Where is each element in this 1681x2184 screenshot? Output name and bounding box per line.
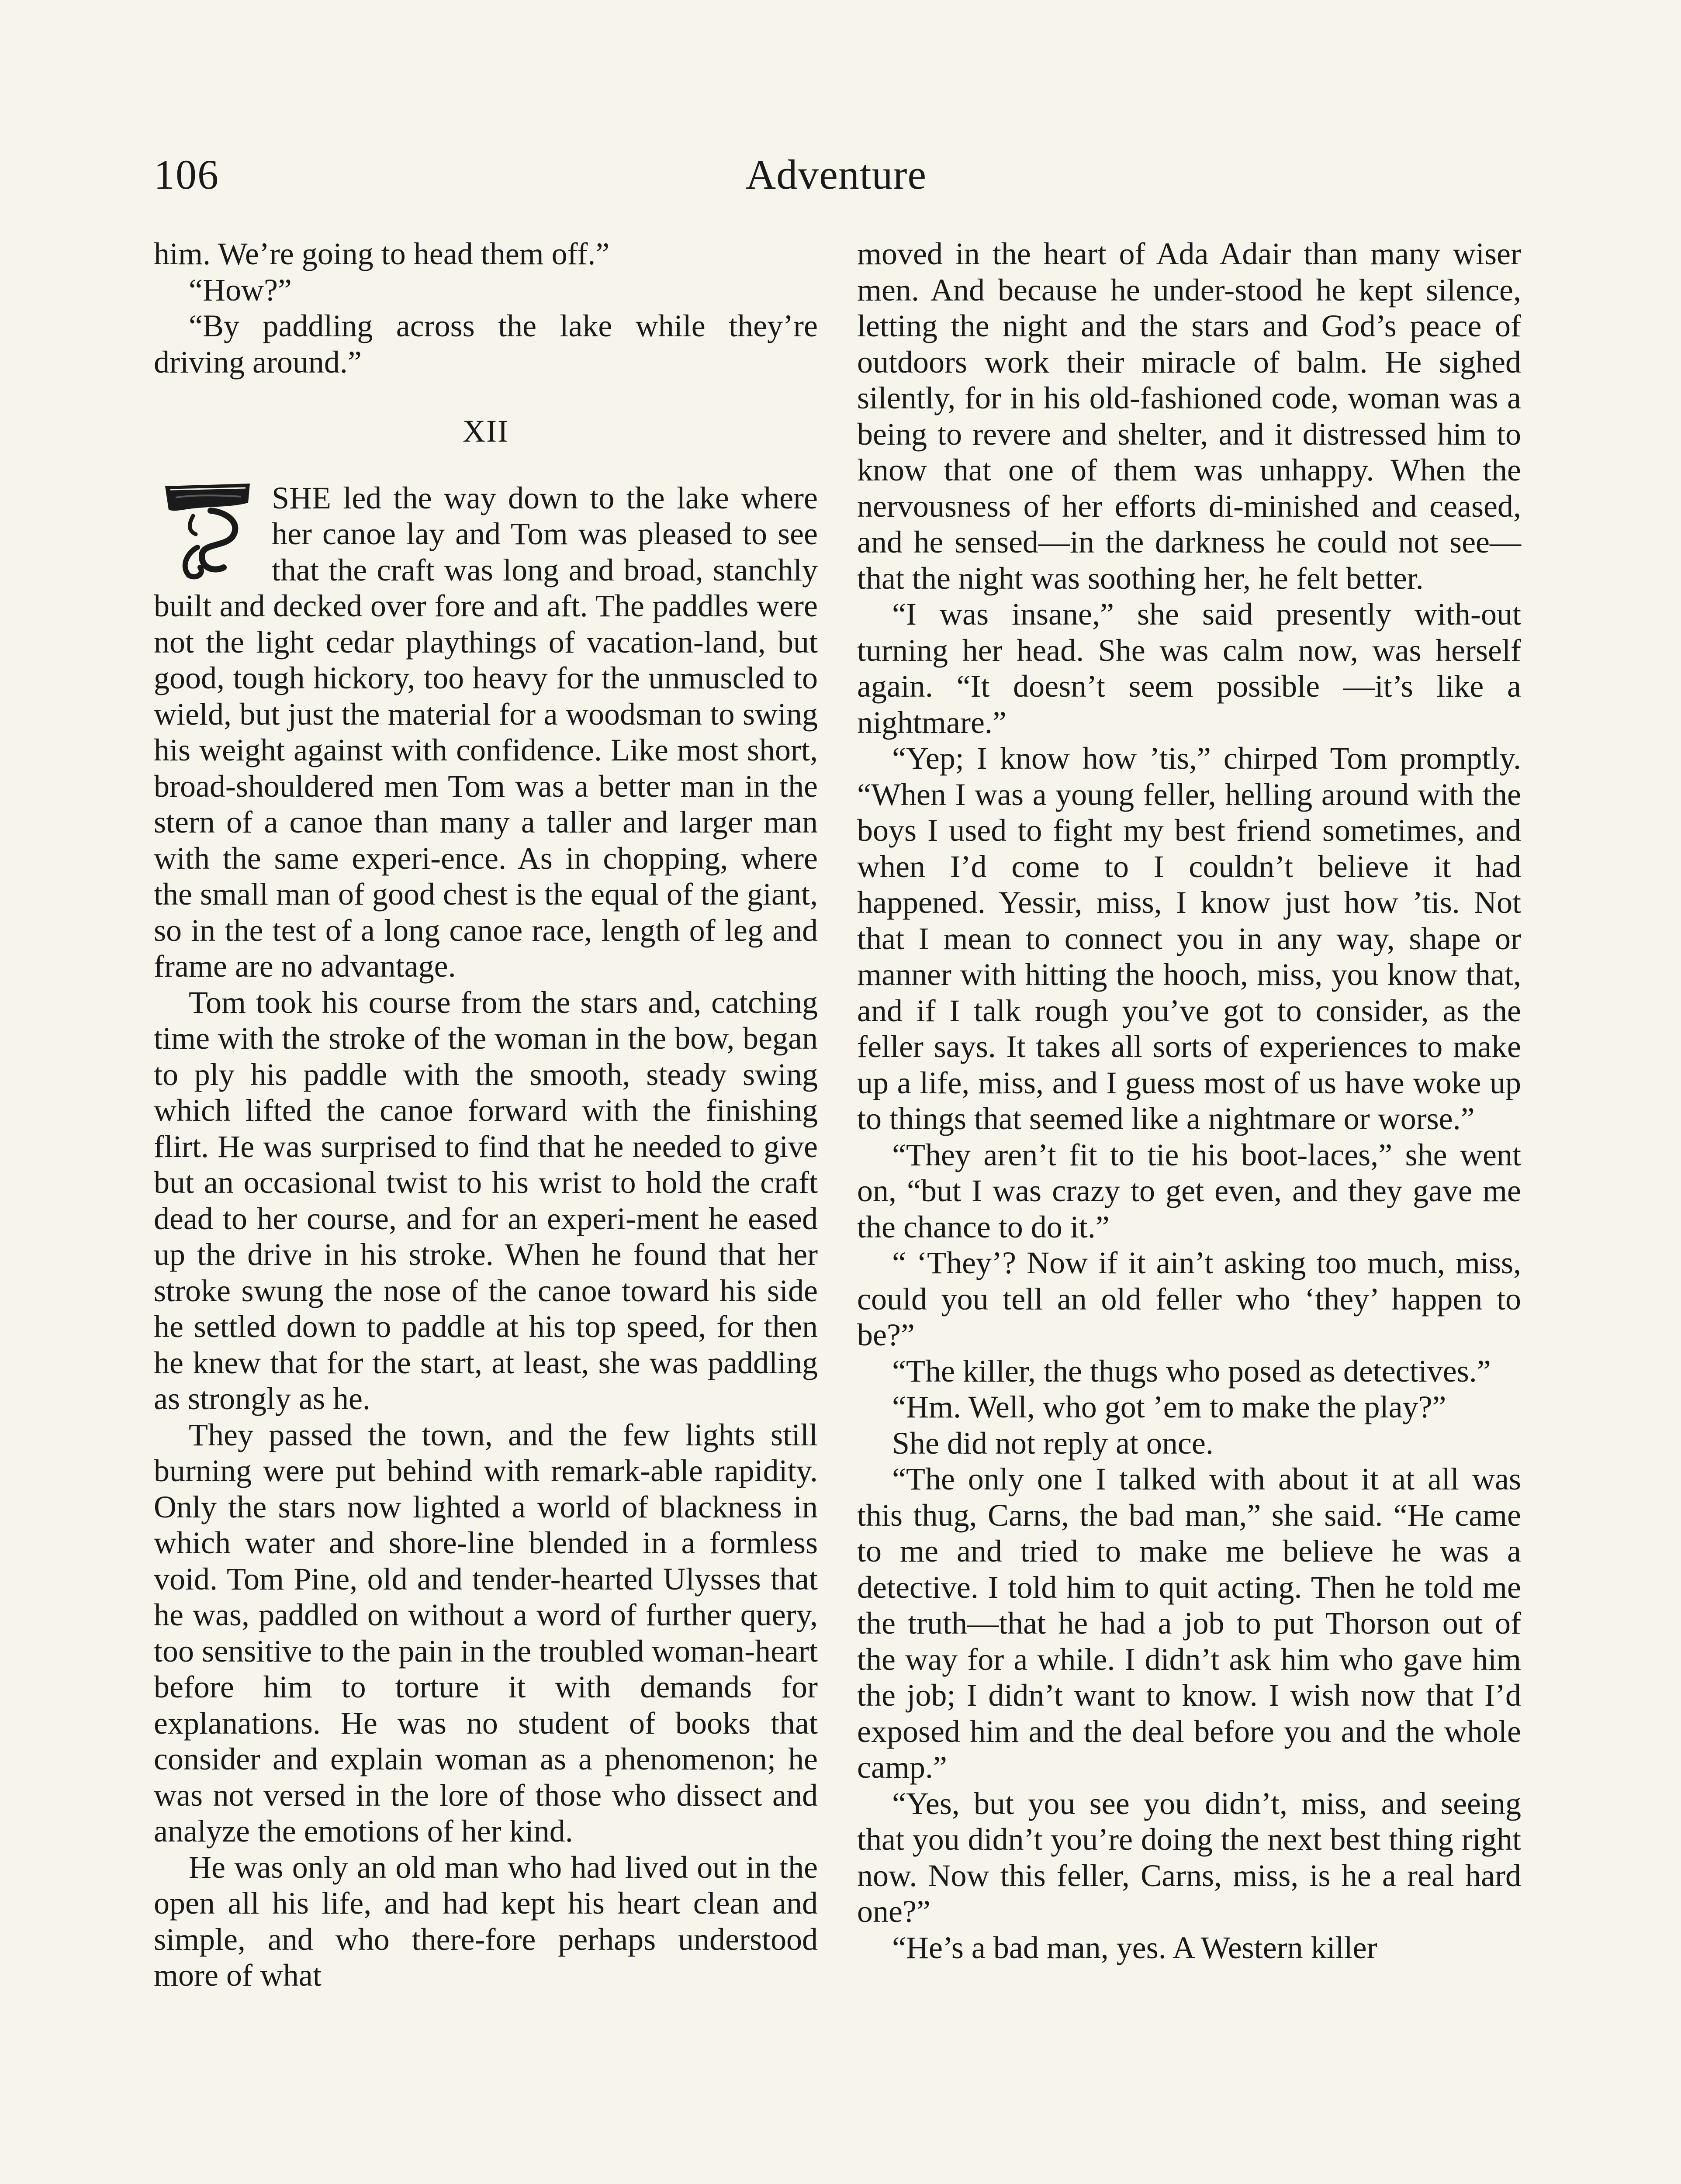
section-heading: XII bbox=[463, 414, 509, 449]
paragraph: He was only an old man who had lived out in the open all his life, and had kept his heart clean and simple, and who there-fore perhaps understood more of what bbox=[154, 1849, 818, 1993]
page-header bbox=[154, 144, 1518, 205]
ornamental-drop-cap-icon bbox=[163, 482, 254, 580]
paragraph: “How?” bbox=[189, 272, 292, 308]
paragraph: “The killer, the thugs who posed as detectives.” bbox=[892, 1353, 1491, 1389]
paragraph: “I was insane,” she said presently with-out turning her head. She was calm now, was herself again. “It doesn’t seem possible —it’s like a nightmare.” bbox=[857, 597, 1521, 740]
paragraph: Tom took his course from the stars and, catching time with the stroke of the woman in the bow, began to ply his paddle with the smooth, steady swing which lifted the canoe forward with the finishing flirt. He was surprised to find that he needed to give but an occasional twist to his wrist to hold the craft dead to her course, and for an experi-ment he eased up the drive in his stroke. When he found that her stroke swung the nose of the canoe toward his side he settled down to paddle at his top speed, for then he knew that for the start, at least, she was paddling as strongly as he. bbox=[154, 985, 818, 1416]
left-column bbox=[154, 236, 818, 1994]
paragraph: moved in the heart of Ada Adair than many wiser men. And because he under-stood he kept silence, letting the night and the stars and God’s peace of outdoors work their miracle of balm. He sighed silently, for in his old-fashioned code, woman was a being to revere and shelter, and it distressed him to know that one of them was unhappy. When the nervousness of her efforts di-minished and ceased, and he sensed—in the darkness he could not see—that the night was soothing her, he felt better. bbox=[857, 236, 1521, 596]
magazine-title: Adventure bbox=[745, 151, 927, 198]
right-column bbox=[857, 236, 1521, 1966]
paragraph: him. We’re going to head them off.” bbox=[154, 236, 610, 271]
paragraph: “Yes, but you see you didn’t, miss, and seeing that you didn’t you’re doing the next best thing right now. Now this feller, Carns, miss, is he a real hard one?” bbox=[857, 1786, 1521, 1929]
paragraph: “By paddling across the lake while they’re driving around.” bbox=[154, 308, 818, 380]
paragraph: “He’s a bad man, yes. A Western killer bbox=[892, 1930, 1377, 1965]
page-number: 106 bbox=[154, 151, 219, 198]
paragraph: “Hm. Well, who got ’em to make the play?” bbox=[892, 1389, 1446, 1424]
paragraph: “The only one I talked with about it at all was this thug, Carns, the bad man,” she said. “He came to me and tried to make me believe he was a detective. I told him to quit acting. Then he told me the truth—that he had a job to put Thorson out of the way for a while. I didn’t ask him who gave him the job; I didn’t want to know. I wish now that I’d exposed him and the deal before you and the whole camp.” bbox=[857, 1462, 1521, 1785]
paragraph: She did not reply at once. bbox=[892, 1425, 1214, 1461]
paragraph: SHE led the way down to the lake where her canoe lay and Tom was pleased to see that the craft was long and broad, stanchly built and decked over fore and aft. The paddles were not the light cedar playthings of vacation-land, but good, tough hickory, too heavy for the unmuscled to wield, but just the material for a woodsman to swing his weight against with confidence. Like most short, broad-shouldered men Tom was a better man in the stern of a canoe than many a taller and larger man with the same experi-ence. As in chopping, where the small man of good chest is the equal of the giant, so in the test of a long canoe race, length of leg and frame are no advantage. bbox=[154, 480, 818, 984]
paragraph: They passed the town, and the few lights still burning were put behind with remark-able rapidity. Only the stars now lighted a world of blackness in which water and shore-line blended in a formless void. Tom Pine, old and tender-hearted Ulysses that he was, paddled on without a word of further query, too sensitive to the pain in the troubled woman-heart before him to torture it with demands for explanations. He was no student of books that consider and explain woman as a phenomenon; he was not versed in the lore of those who dissect and analyze the emotions of her kind. bbox=[154, 1417, 818, 1849]
paragraph: “Yep; I know how ’tis,” chirped Tom promptly. “When I was a young feller, helling around with the boys I used to fight my best friend sometimes, and when I’d come to I couldn’t believe it had happened. Yessir, miss, I know just how ’tis. Not that I mean to connect you in any way, shape or manner with hitting the hooch, miss, you know that, and if I talk rough you’ve got to consider, as the feller says. It takes all sorts of experiences to make up a life, miss, and I guess most of us have woke up to things that seemed like a nightmare or worse.” bbox=[857, 741, 1521, 1136]
paragraph: “They aren’t fit to tie his boot-laces,” she went on, “but I was crazy to get even, and they gave me the chance to do it.” bbox=[857, 1137, 1521, 1244]
paragraph: “ ‘They’? Now if it ain’t asking too much, miss, could you tell an old feller who ‘they’ happen to be?” bbox=[857, 1245, 1521, 1352]
